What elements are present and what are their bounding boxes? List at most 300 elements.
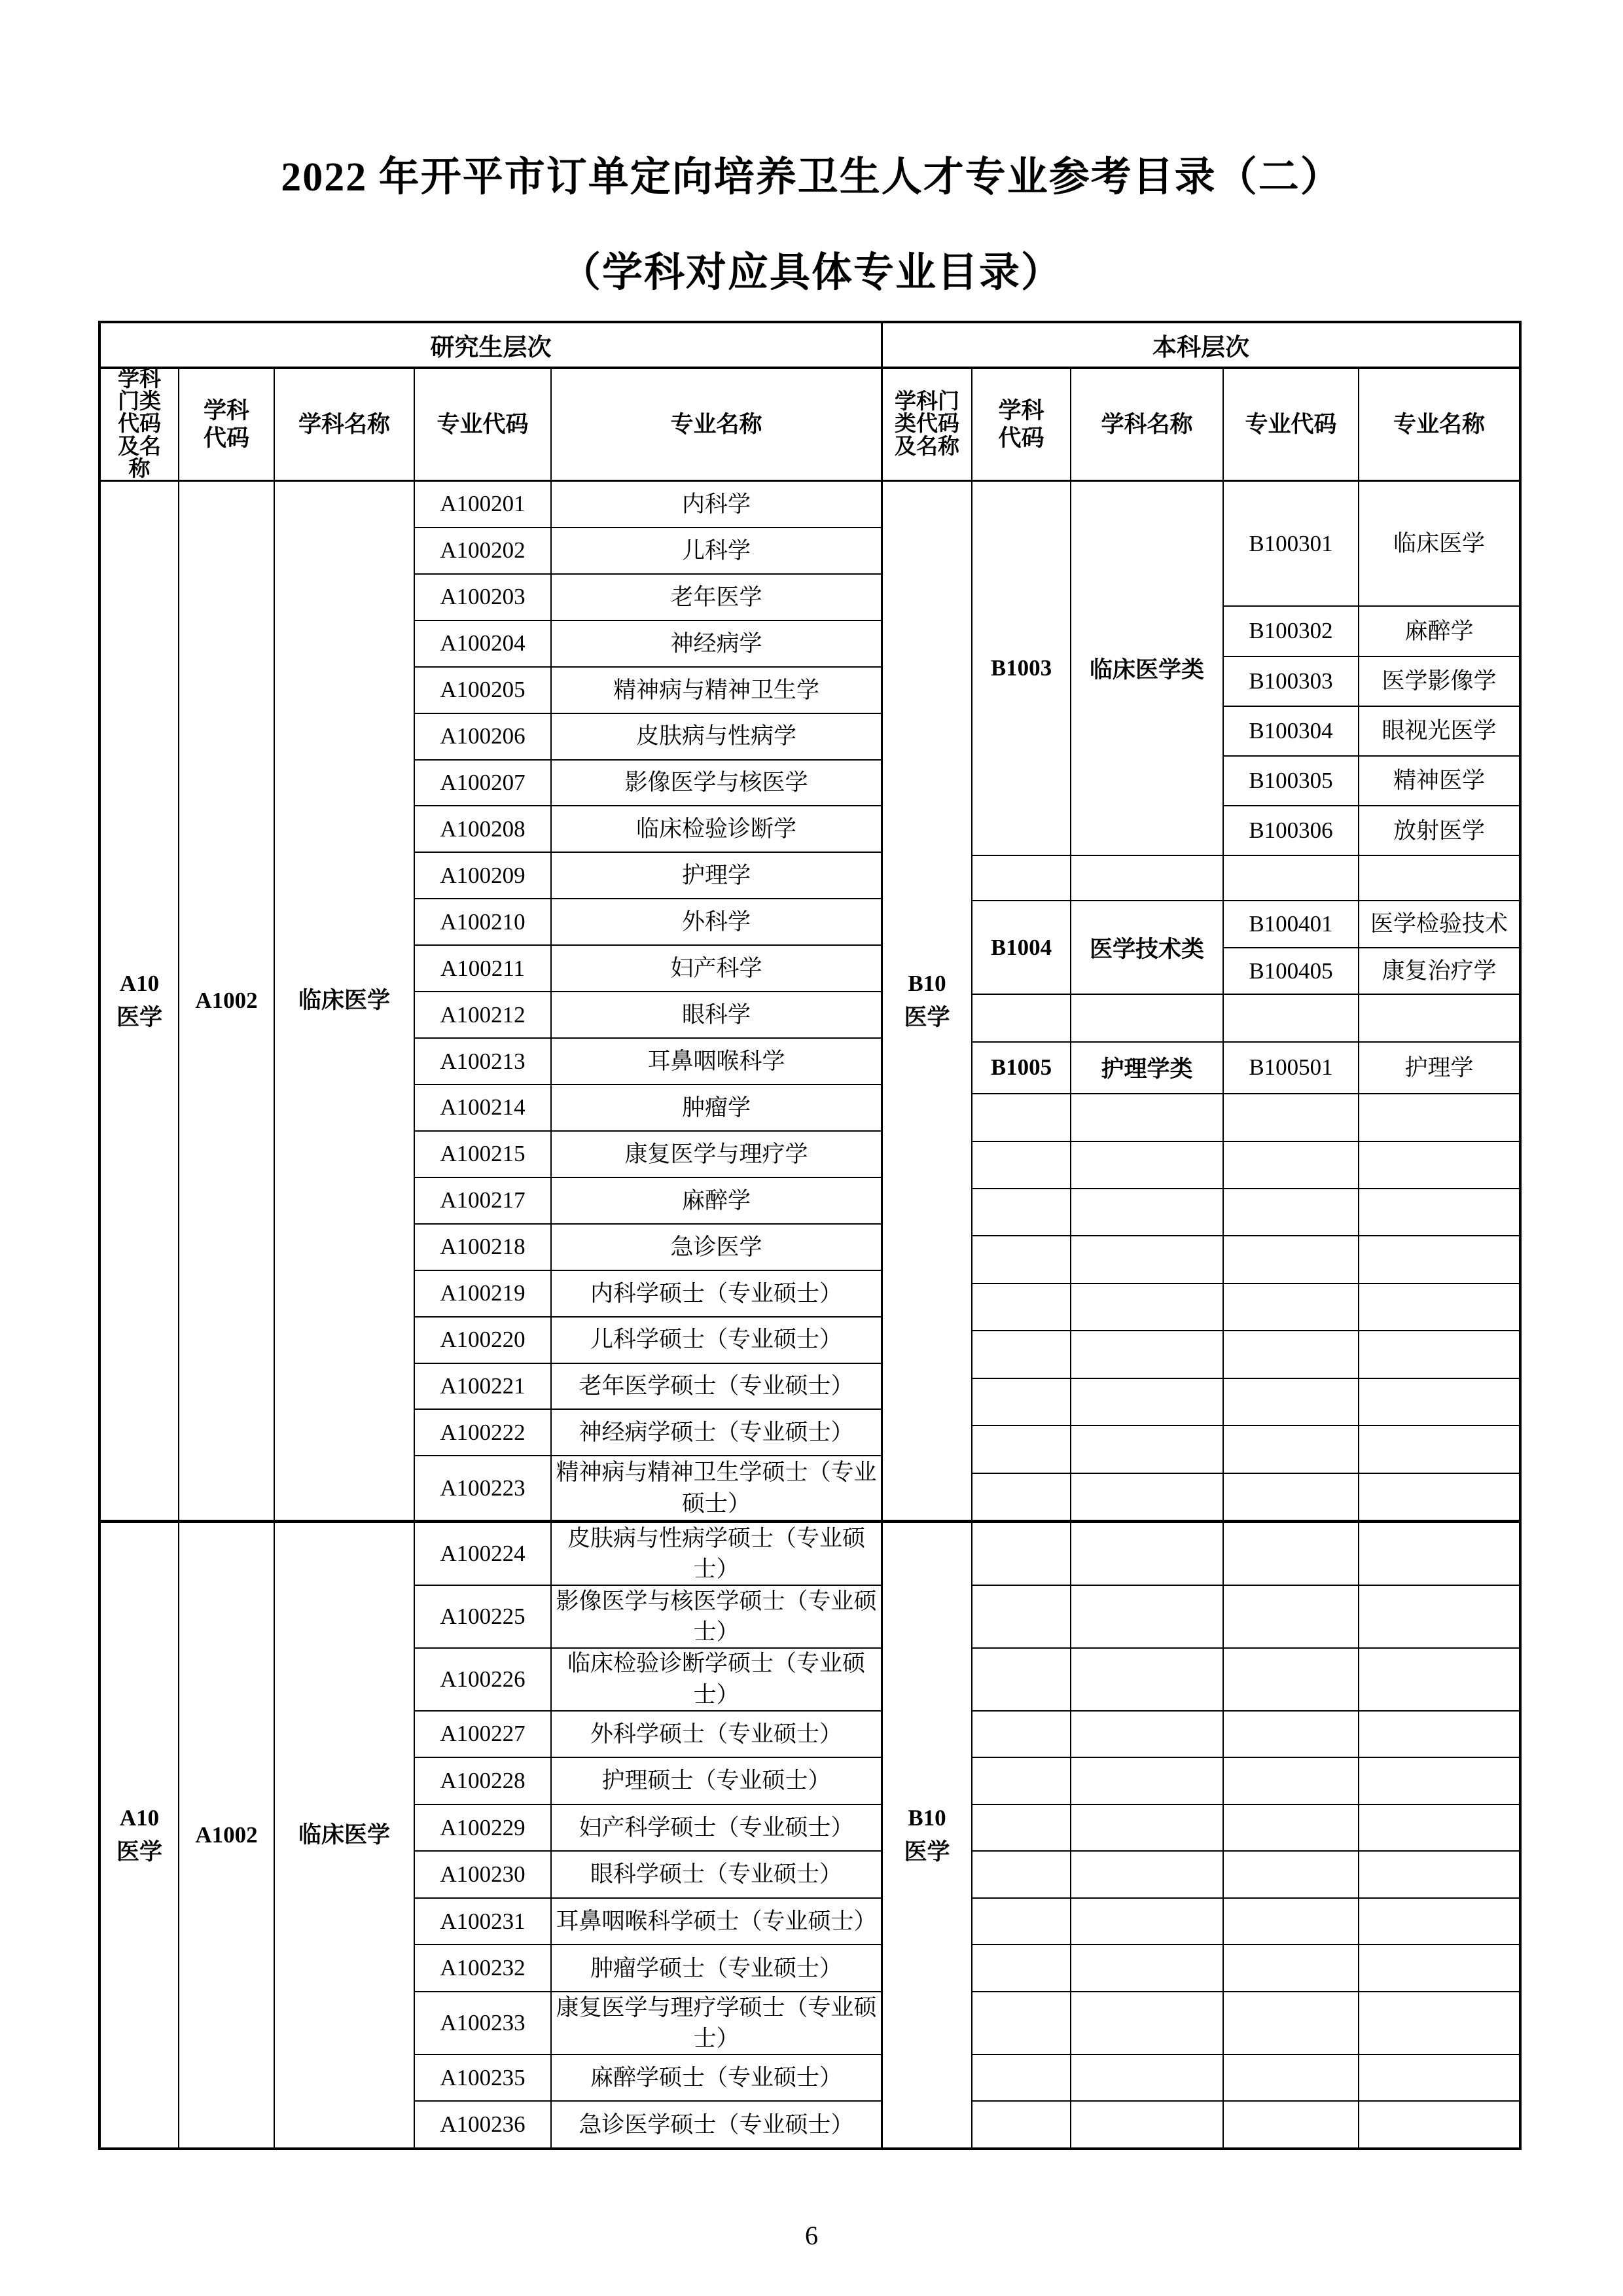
table-row xyxy=(1224,1142,1519,1188)
table-row xyxy=(1224,1043,1519,1093)
spec-code-cell: A100222 xyxy=(415,1410,552,1455)
discipline-name-cell xyxy=(1071,1426,1224,1472)
category-cell xyxy=(101,482,179,1520)
spec-name-cell xyxy=(1359,995,1519,1041)
spec-name-cell: 内科学硕士（专业硕士） xyxy=(590,1280,842,1306)
table-row xyxy=(1224,856,1519,900)
empty-cell xyxy=(1359,1712,1519,1757)
column-header-spec-name: 专业名称 xyxy=(552,369,883,480)
table-row xyxy=(415,1586,881,1649)
spec-name-cell: 康复医学与理疗学硕士（专业硕士） xyxy=(556,1994,877,2051)
spec-name-cell: 肿瘤学 xyxy=(681,1094,751,1121)
discipline-name-cell xyxy=(1071,1331,1224,1377)
page-subtitle: （学科对应具体专业目录） xyxy=(560,251,1063,295)
table-row xyxy=(415,761,881,807)
discipline-name-cell: 医学技术类 xyxy=(1071,901,1224,994)
spec-name-cell: 精神病与精神卫生学 xyxy=(613,677,819,703)
spec-name-cell xyxy=(1359,1379,1519,1425)
spec-name-cell: 耳鼻咽喉科学硕士（专业硕士） xyxy=(556,1909,877,1934)
specialty-rows xyxy=(1224,1474,1519,1520)
empty-cell xyxy=(1224,1758,1359,1804)
table-row xyxy=(415,1945,881,1992)
empty-row xyxy=(972,1899,1519,1946)
empty-group-row xyxy=(972,1142,1519,1189)
discipline-code-cell xyxy=(972,1331,1071,1377)
table-row xyxy=(1224,1474,1519,1520)
category-line: 医学 xyxy=(116,1839,162,1865)
discipline-name-cell xyxy=(1071,1142,1224,1188)
empty-row xyxy=(972,1712,1519,1759)
empty-group-row xyxy=(972,1236,1519,1283)
table-row xyxy=(415,1178,881,1225)
discipline-name-cell xyxy=(1071,1236,1224,1282)
spec-name-cell xyxy=(1359,1094,1519,1140)
spec-code-cell: A100236 xyxy=(415,2102,552,2147)
table-section xyxy=(101,1520,1519,2147)
empty-cell xyxy=(972,1712,1071,1757)
table-row xyxy=(415,1271,881,1318)
spec-code-cell xyxy=(1224,1236,1359,1282)
spec-code-cell: A100226 xyxy=(415,1649,552,1710)
empty-cell xyxy=(972,1523,1071,1585)
table-row xyxy=(415,1364,881,1410)
specialty-rows xyxy=(1224,1284,1519,1330)
spec-name-cell: 临床检验诊断学 xyxy=(635,816,796,842)
category-line: A10 xyxy=(119,970,160,996)
spec-name-cell: 急诊医学 xyxy=(670,1234,762,1260)
empty-group-row xyxy=(972,1331,1519,1378)
empty-row xyxy=(972,1992,1519,2055)
spec-code-cell: B100304 xyxy=(1224,707,1359,755)
spec-code-cell: A100215 xyxy=(415,1132,552,1177)
spec-name-cell: 护理学 xyxy=(1404,1054,1474,1081)
specialty-rows xyxy=(1224,482,1519,855)
empty-cell xyxy=(1071,1805,1224,1851)
empty-cell xyxy=(972,1992,1071,2054)
table-row xyxy=(415,714,881,761)
spec-name-cell: 影像医学与核医学硕士（专业硕士） xyxy=(556,1588,877,1645)
spec-name-cell xyxy=(1359,856,1519,900)
spec-name-cell xyxy=(1359,1426,1519,1472)
spec-code-cell: A100225 xyxy=(415,1586,552,1647)
discipline-name-cell: 临床医学 xyxy=(275,1523,415,2147)
discipline-name-cell xyxy=(1071,1284,1224,1330)
specialty-rows xyxy=(1224,1379,1519,1425)
empty-cell xyxy=(972,1852,1071,1897)
spec-code-cell: A100219 xyxy=(415,1271,552,1316)
discipline-code-cell: B1005 xyxy=(972,1043,1071,1093)
spec-code-cell: A100217 xyxy=(415,1178,552,1223)
spec-code-cell: A100208 xyxy=(415,806,552,852)
empty-cell xyxy=(1071,2102,1224,2147)
discipline-code-cell: B1003 xyxy=(972,482,1071,855)
spec-name-cell: 皮肤病与性病学硕士（专业硕士） xyxy=(567,1525,865,1582)
spec-name-cell: 医学检验技术 xyxy=(1370,911,1508,937)
spec-name-cell: 康复治疗学 xyxy=(1382,958,1497,984)
spec-code-cell: A100220 xyxy=(415,1318,552,1363)
empty-cell xyxy=(972,1758,1071,1804)
empty-row xyxy=(972,1586,1519,1649)
spec-code-cell: A100213 xyxy=(415,1039,552,1084)
level-header-row xyxy=(101,323,1519,369)
empty-group-row xyxy=(972,1379,1519,1426)
table-row xyxy=(415,1523,881,1586)
empty-cell xyxy=(1224,1852,1359,1897)
spec-name-cell: 麻醉学 xyxy=(1404,618,1474,644)
spec-code-cell: B100303 xyxy=(1224,657,1359,706)
empty-cell xyxy=(1224,2102,1359,2147)
discipline-code-cell xyxy=(972,1142,1071,1188)
discipline-code-cell xyxy=(972,1236,1071,1282)
discipline-name-cell xyxy=(1071,1094,1224,1140)
empty-group-row xyxy=(972,1426,1519,1473)
empty-row xyxy=(972,2102,1519,2147)
page-title: 2022 年开平市订单定向培养卫生人才专业参考目录（二） xyxy=(281,155,1342,200)
empty-cell xyxy=(1224,1945,1359,1991)
specialty-rows xyxy=(1224,1189,1519,1235)
spec-code-cell: B100501 xyxy=(1224,1043,1359,1093)
specialty-rows xyxy=(1224,995,1519,1041)
discipline-group xyxy=(972,482,1519,856)
spec-code-cell: B100401 xyxy=(1224,901,1359,946)
spec-name-cell xyxy=(1359,1331,1519,1377)
specialty-rows xyxy=(415,482,881,1520)
category-line: 医学 xyxy=(904,1005,950,1030)
spec-code-cell: A100232 xyxy=(415,1945,552,1991)
spec-name-cell: 精神医学 xyxy=(1393,768,1485,794)
spec-code-cell: A100205 xyxy=(415,668,552,713)
discipline-name-cell: 临床医学 xyxy=(275,482,415,1520)
table-row xyxy=(1224,482,1519,607)
spec-name-cell: 妇产科学硕士（专业硕士） xyxy=(579,1814,854,1840)
table-row xyxy=(1224,1379,1519,1425)
table-row xyxy=(415,1132,881,1178)
spec-name-cell xyxy=(1359,1189,1519,1235)
category-line: B10 xyxy=(908,970,946,996)
spec-name-cell xyxy=(1359,1236,1519,1282)
spec-name-cell: 临床医学 xyxy=(1393,530,1485,556)
table-row xyxy=(415,1085,881,1132)
spec-code-cell: A100214 xyxy=(415,1085,552,1130)
spec-name-cell xyxy=(1359,1284,1519,1330)
spec-code-cell: B100302 xyxy=(1224,607,1359,655)
discipline-name-cell xyxy=(1071,856,1224,900)
level-header-graduate: 研究生层次 xyxy=(101,323,883,367)
empty-cell xyxy=(1224,1523,1359,1585)
spec-name-cell: 妇产科学 xyxy=(670,956,762,982)
table-row xyxy=(415,1899,881,1946)
empty-cell xyxy=(1359,1945,1519,1991)
spec-code-cell: A100202 xyxy=(415,528,552,573)
discipline-name-cell xyxy=(1071,1189,1224,1235)
table-section xyxy=(101,482,1519,1520)
table-row xyxy=(1224,757,1519,806)
category-line: 医学 xyxy=(116,1005,162,1030)
undergraduate-half xyxy=(883,482,1519,1520)
empty-cell xyxy=(1224,1649,1359,1710)
discipline-code-cell: A1002 xyxy=(179,1523,275,2147)
spec-name-cell: 老年医学 xyxy=(670,584,762,610)
spec-code-cell xyxy=(1224,1379,1359,1425)
spec-code-cell xyxy=(1224,1094,1359,1140)
spec-name-cell: 护理硕士（专业硕士） xyxy=(601,1768,831,1794)
empty-cell xyxy=(972,1805,1071,1851)
discipline-name-cell xyxy=(1071,1379,1224,1425)
empty-cell xyxy=(1224,1712,1359,1757)
empty-cell xyxy=(1071,2055,1224,2101)
table-row xyxy=(1224,1331,1519,1377)
specialty-rows xyxy=(1224,901,1519,994)
empty-cell xyxy=(1071,1523,1224,1585)
discipline-name-cell: 临床医学类 xyxy=(1071,482,1224,855)
spec-name-cell: 儿科学 xyxy=(681,537,751,564)
spec-code-cell: A100231 xyxy=(415,1899,552,1945)
spec-name-cell: 医学影像学 xyxy=(1382,668,1497,694)
column-header-discipline-name: 学科名称 xyxy=(1071,369,1224,480)
table-row xyxy=(1224,901,1519,948)
discipline-code-cell xyxy=(972,1189,1071,1235)
empty-cell xyxy=(1359,1992,1519,2054)
category-line: A10 xyxy=(119,1804,160,1831)
empty-group-row xyxy=(972,856,1519,901)
spec-code-cell: A100224 xyxy=(415,1523,552,1585)
category-line: 医学 xyxy=(904,1839,950,1865)
spec-name-cell: 皮肤病与性病学 xyxy=(635,723,796,749)
undergraduate-half xyxy=(883,1523,1519,2147)
empty-row xyxy=(972,2055,1519,2102)
table-row xyxy=(1224,948,1519,994)
empty-cell xyxy=(972,2055,1071,2101)
spec-name-cell: 神经病学硕士（专业硕士） xyxy=(579,1420,854,1446)
spec-code-cell: B100306 xyxy=(1224,806,1359,855)
spec-name-cell: 肿瘤学硕士（专业硕士） xyxy=(590,1955,842,1981)
graduate-half xyxy=(101,482,883,1520)
discipline-code-cell: A1002 xyxy=(179,482,275,1520)
discipline-code-cell: B1004 xyxy=(972,901,1071,994)
specialty-rows xyxy=(415,1523,881,2147)
spec-name-cell: 麻醉学硕士（专业硕士） xyxy=(590,2064,842,2090)
spec-code-cell: A100211 xyxy=(415,946,552,991)
empty-cell xyxy=(1359,1649,1519,1710)
spec-name-cell: 急诊医学硕士（专业硕士） xyxy=(579,2111,854,2138)
spec-name-cell: 儿科学硕士（专业硕士） xyxy=(590,1327,842,1353)
column-header-discipline-code: 学科代码 xyxy=(179,369,275,480)
column-header-category: 学科门类代码及名称 xyxy=(101,369,179,480)
empty-cell xyxy=(1359,1852,1519,1897)
empty-row xyxy=(972,1758,1519,1805)
discipline-code-cell xyxy=(972,856,1071,900)
spec-code-cell: A100233 xyxy=(415,1992,552,2054)
spec-code-cell xyxy=(1224,1426,1359,1472)
discipline-code-cell xyxy=(972,1426,1071,1472)
table-row xyxy=(415,946,881,992)
empty-cell xyxy=(1071,1712,1224,1757)
discipline-group xyxy=(972,1043,1519,1094)
empty-cell xyxy=(1224,1992,1359,2054)
table-row xyxy=(415,992,881,1039)
table-row xyxy=(1224,1094,1519,1140)
empty-cell xyxy=(972,1586,1071,1647)
spec-code-cell xyxy=(1224,1331,1359,1377)
spec-name-cell: 麻醉学 xyxy=(681,1187,751,1213)
spec-code-cell: A100201 xyxy=(415,482,552,527)
spec-code-cell: A100235 xyxy=(415,2055,552,2101)
table-row xyxy=(415,853,881,899)
spec-name-cell: 康复医学与理疗学 xyxy=(624,1141,808,1167)
empty-cell xyxy=(1071,1899,1224,1945)
discipline-name-cell xyxy=(1071,1474,1224,1520)
spec-name-cell xyxy=(1359,1474,1519,1520)
empty-row xyxy=(972,1523,1519,1586)
empty-cell xyxy=(972,2102,1071,2147)
spec-name-cell: 耳鼻咽喉科学 xyxy=(647,1048,785,1074)
spec-name-cell xyxy=(1359,1142,1519,1188)
specialty-rows xyxy=(1224,1331,1519,1377)
table-row xyxy=(415,2055,881,2102)
table-row xyxy=(1224,1189,1519,1235)
empty-row xyxy=(972,1649,1519,1712)
discipline-code-cell xyxy=(972,1379,1071,1425)
discipline-code-cell xyxy=(972,995,1071,1041)
spec-code-cell: A100204 xyxy=(415,621,552,666)
column-header-category: 学科门类代码及名称 xyxy=(883,369,972,480)
category-cell xyxy=(101,1523,179,2147)
table-row xyxy=(1224,707,1519,757)
table-row xyxy=(415,1456,881,1520)
column-header-discipline-name: 学科名称 xyxy=(275,369,415,480)
specialty-rows xyxy=(1224,856,1519,900)
spec-code-cell: A100230 xyxy=(415,1852,552,1897)
spec-code-cell: B100405 xyxy=(1224,948,1359,994)
table-row xyxy=(1224,1284,1519,1330)
empty-cell xyxy=(1224,1586,1359,1647)
spec-name-cell: 神经病学 xyxy=(670,630,762,656)
table-row xyxy=(415,1410,881,1456)
table-row xyxy=(415,668,881,714)
column-header-discipline-code: 学科代码 xyxy=(972,369,1071,480)
table-row xyxy=(1224,657,1519,707)
column-header-spec-name: 专业名称 xyxy=(1393,411,1485,437)
table-row xyxy=(1224,607,1519,656)
table-row xyxy=(415,1225,881,1271)
column-header-row xyxy=(101,369,1519,482)
table-row xyxy=(415,1712,881,1759)
table-row xyxy=(415,1318,881,1364)
spec-name-cell: 老年医学硕士（专业硕士） xyxy=(579,1373,854,1399)
empty-cell xyxy=(1359,2055,1519,2101)
empty-group-row xyxy=(972,1474,1519,1520)
table-row xyxy=(415,2102,881,2147)
column-header-spec-code: 专业代码 xyxy=(415,369,552,480)
empty-row xyxy=(972,1945,1519,1992)
table-row xyxy=(415,806,881,853)
spec-name-cell: 护理学 xyxy=(681,863,751,889)
spec-name-cell: 内科学 xyxy=(681,491,751,517)
table-row xyxy=(1224,995,1519,1041)
spec-name-cell: 外科学 xyxy=(681,909,751,935)
spec-code-cell xyxy=(1224,1284,1359,1330)
graduate-half xyxy=(101,1523,883,2147)
discipline-code-cell xyxy=(972,1474,1071,1520)
table-row xyxy=(415,1039,881,1085)
empty-cell xyxy=(972,1899,1071,1945)
table-row xyxy=(415,575,881,621)
spec-name-cell: 外科学硕士（专业硕士） xyxy=(590,1721,842,1747)
discipline-groups xyxy=(972,482,1519,1520)
spec-code-cell: A100221 xyxy=(415,1364,552,1409)
empty-cell xyxy=(1071,1945,1224,1991)
discipline-name-cell: 护理学类 xyxy=(1071,1043,1224,1093)
spec-code-cell xyxy=(1224,856,1359,900)
discipline-code-cell xyxy=(972,1094,1071,1140)
specialty-rows xyxy=(1224,1142,1519,1188)
empty-cell xyxy=(1359,2102,1519,2147)
spec-name-cell: 临床检验诊断学硕士（专业硕士） xyxy=(567,1651,865,1708)
spec-name-cell: 影像医学与核医学 xyxy=(624,770,808,796)
discipline-name-cell xyxy=(1071,995,1224,1041)
table-row xyxy=(1224,1426,1519,1472)
empty-rows xyxy=(972,1523,1519,2147)
empty-row xyxy=(972,1805,1519,1852)
empty-cell xyxy=(972,1649,1071,1710)
table-row xyxy=(415,899,881,946)
spec-code-cell: A100227 xyxy=(415,1712,552,1757)
spec-name-cell: 眼科学 xyxy=(681,1001,751,1028)
category-cell xyxy=(883,1523,972,2147)
spec-code-cell xyxy=(1224,1189,1359,1235)
table-row xyxy=(415,621,881,668)
empty-cell xyxy=(1071,1758,1224,1804)
category-line: B10 xyxy=(908,1804,946,1831)
empty-cell xyxy=(1359,1899,1519,1945)
empty-cell xyxy=(1359,1586,1519,1647)
spec-name-cell: 眼视光医学 xyxy=(1382,718,1497,744)
table-row xyxy=(415,482,881,528)
table-row xyxy=(415,1758,881,1805)
spec-code-cell xyxy=(1224,1142,1359,1188)
column-header-spec-code: 专业代码 xyxy=(1224,369,1359,480)
spec-code-cell: A100209 xyxy=(415,853,552,898)
empty-cell xyxy=(1071,1649,1224,1710)
spec-code-cell: A100210 xyxy=(415,899,552,944)
spec-code-cell: B100301 xyxy=(1224,482,1359,605)
empty-cell xyxy=(1359,1805,1519,1851)
catalog-table xyxy=(98,321,1522,2150)
empty-cell xyxy=(1359,1758,1519,1804)
empty-row xyxy=(972,1852,1519,1899)
table-row xyxy=(415,1852,881,1899)
table-row xyxy=(415,1649,881,1712)
spec-name-cell: 眼科学硕士（专业硕士） xyxy=(590,1861,842,1888)
spec-name-cell: 放射医学 xyxy=(1393,817,1485,844)
spec-code-cell: A100228 xyxy=(415,1758,552,1804)
empty-group-row xyxy=(972,1189,1519,1236)
spec-code-cell xyxy=(1224,1474,1359,1520)
category-cell xyxy=(883,482,972,1520)
empty-cell xyxy=(1071,1586,1224,1647)
spec-code-cell: A100206 xyxy=(415,714,552,759)
specialty-rows xyxy=(1224,1094,1519,1140)
spec-code-cell: A100218 xyxy=(415,1225,552,1270)
empty-cell xyxy=(1359,1523,1519,1585)
empty-group-row xyxy=(972,1094,1519,1141)
spec-code-cell xyxy=(1224,995,1359,1041)
empty-cell xyxy=(972,1945,1071,1991)
spec-code-cell: A100212 xyxy=(415,992,552,1037)
table-row xyxy=(415,528,881,575)
page-number: 6 xyxy=(805,2221,818,2250)
spec-name-cell: 精神病与精神卫生学硕士（专业硕士） xyxy=(556,1460,877,1516)
